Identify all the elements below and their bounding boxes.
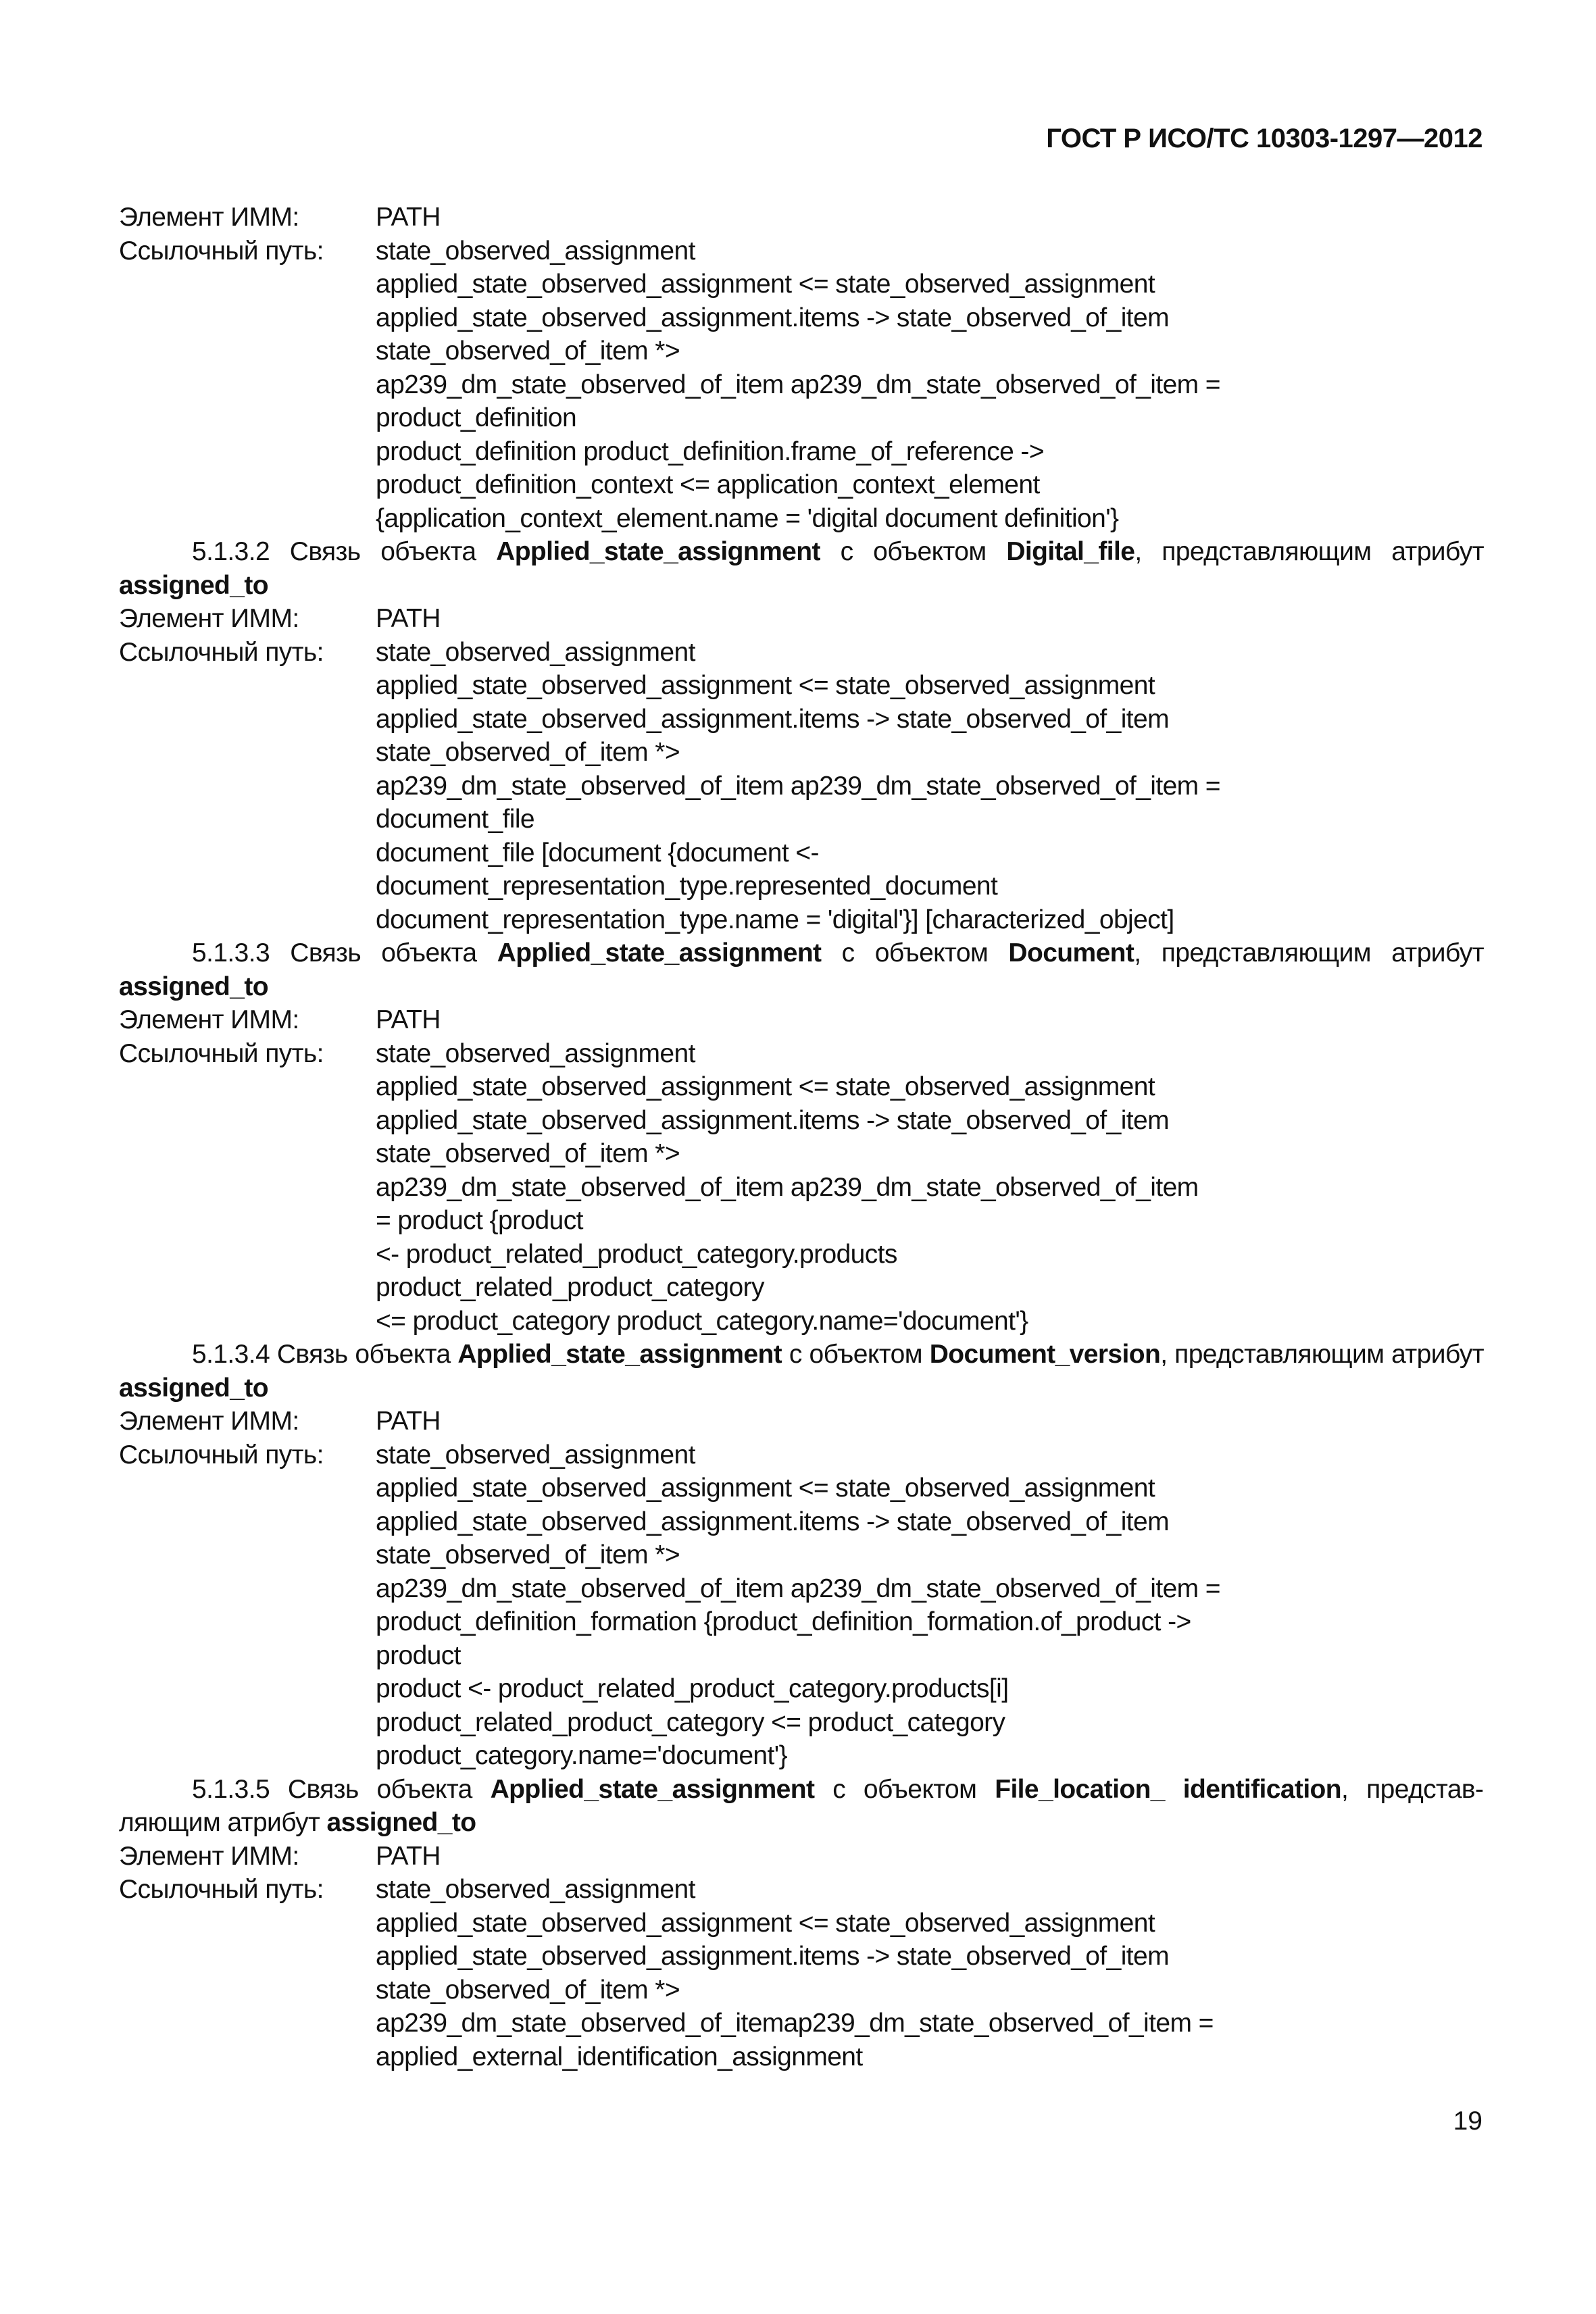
reference-path xyxy=(376,1873,1484,2073)
path-label: Ссылочный путь: xyxy=(119,1875,324,1904)
path-line: = product {product xyxy=(376,1206,583,1235)
path-line: state_observed_assignment xyxy=(376,637,695,667)
element-label: Элемент ИММ: xyxy=(119,1407,299,1436)
path-line: state_observed_of_item *> xyxy=(376,1975,680,2005)
heading-suffix: , представляющим атрибут xyxy=(119,1774,1485,1837)
path-label: Ссылочный путь: xyxy=(119,1038,324,1068)
heading-middle: с объектом xyxy=(821,938,1009,967)
path-line: ap239_dm_state_observed_of_itemap239_dm_state_observed_of_item = xyxy=(376,2009,1214,2038)
path-line: ap239_dm_state_observed_of_item ap239_dm_state_observed_of_item = xyxy=(376,370,1220,399)
section-heading xyxy=(119,936,1484,1003)
heading-middle: с объектом xyxy=(814,1774,995,1804)
path-line: product_definition product_definition.frame_of_reference -> xyxy=(376,436,1044,466)
path-line: document_representation_type.name = 'digital'}] [characterized_object] xyxy=(376,905,1174,934)
mapping-block xyxy=(119,602,1484,936)
path-line: applied_state_observed_assignment <= state_observed_assignment xyxy=(376,270,1155,299)
path-line: applied_state_observed_assignment.items -> state_observed_of_item xyxy=(376,1105,1169,1135)
path-line: applied_state_observed_assignment.items -> state_observed_of_item xyxy=(376,1507,1169,1536)
path-row xyxy=(119,234,1484,536)
mapping-block xyxy=(119,1840,1484,2074)
path-line: state_observed_of_item *> xyxy=(376,1540,680,1569)
page-number: 19 xyxy=(1453,2107,1482,2136)
path-line: product <- product_related_product_category.products[i] xyxy=(376,1674,1009,1703)
path-line: applied_state_observed_assignment.items -> state_observed_of_item xyxy=(376,704,1169,734)
heading-entity: Applied_state_assignment xyxy=(490,1774,815,1804)
heading-suffix: , представляющим атрибут xyxy=(1134,938,1485,967)
element-row xyxy=(119,1840,1484,1873)
reference-path xyxy=(376,234,1484,536)
element-value: PATH xyxy=(376,604,441,633)
element-value: PATH xyxy=(376,1407,441,1436)
path-line: applied_state_observed_assignment.items -> state_observed_of_item xyxy=(376,1942,1169,1971)
heading-prefix: 5.1.3.5 Связь объекта xyxy=(192,1774,491,1804)
path-line: applied_state_observed_assignment.items -> state_observed_of_item xyxy=(376,303,1169,332)
section-heading xyxy=(119,535,1484,602)
heading-target: Document xyxy=(1008,938,1134,967)
heading-target: File_location_ identification xyxy=(995,1774,1342,1804)
element-row xyxy=(119,602,1484,636)
reference-path xyxy=(376,636,1484,937)
heading-attribute: assigned_to xyxy=(119,570,268,600)
path-line: document_file xyxy=(376,805,535,834)
element-value: PATH xyxy=(376,1005,441,1034)
heading-target: Digital_file xyxy=(1006,537,1135,566)
path-line: document_file [document {document <- xyxy=(376,838,819,867)
path-line: product xyxy=(376,1640,461,1670)
element-label: Элемент ИММ: xyxy=(119,1841,299,1871)
element-value: PATH xyxy=(376,203,441,232)
element-label: Элемент ИММ: xyxy=(119,203,299,232)
path-line: product_definition_formation {product_definition_formation.of_product -> xyxy=(376,1607,1191,1636)
heading-middle: с объектом xyxy=(782,1340,930,1369)
element-value: PATH xyxy=(376,1841,441,1871)
path-line: applied_state_observed_assignment <= state_observed_assignment xyxy=(376,671,1155,700)
path-line: state_observed_of_item *> xyxy=(376,1139,680,1168)
path-label: Ссылочный путь: xyxy=(119,1440,324,1469)
path-label: Ссылочный путь: xyxy=(119,236,324,266)
path-line: {application_context_element.name = 'digital document definition'} xyxy=(376,503,1119,533)
reference-path xyxy=(376,1438,1484,1773)
mapping-block xyxy=(119,1003,1484,1338)
path-line: product_category.name='document'} xyxy=(376,1741,788,1770)
mapping-block xyxy=(119,1405,1484,1773)
heading-entity: Applied_state_assignment xyxy=(496,537,820,566)
reference-path xyxy=(376,1037,1484,1338)
path-line: ap239_dm_state_observed_of_item ap239_dm_state_observed_of_item xyxy=(376,1172,1199,1202)
path-line: ap239_dm_state_observed_of_item ap239_dm_state_observed_of_item = xyxy=(376,1574,1220,1603)
section-heading xyxy=(119,1773,1484,1840)
heading-prefix: 5.1.3.4 Связь объекта xyxy=(192,1340,458,1369)
document-body xyxy=(119,201,1484,2073)
heading-target: Document_version xyxy=(929,1340,1161,1369)
path-line: <= product_category product_category.name='document'} xyxy=(376,1306,1028,1336)
path-row xyxy=(119,1873,1484,2073)
path-row xyxy=(119,1438,1484,1773)
path-line: state_observed_assignment xyxy=(376,1038,695,1068)
heading-attribute: assigned_to xyxy=(326,1808,476,1837)
path-row xyxy=(119,1037,1484,1338)
element-label: Элемент ИММ: xyxy=(119,1005,299,1034)
path-line: applied_state_observed_assignment <= state_observed_assignment xyxy=(376,1474,1155,1503)
heading-suffix: , представляющим атрибут xyxy=(1160,1340,1485,1369)
path-line: state_observed_assignment xyxy=(376,1875,695,1904)
path-line: state_observed_assignment xyxy=(376,1440,695,1469)
element-row xyxy=(119,201,1484,234)
path-row xyxy=(119,636,1484,937)
heading-entity: Applied_state_assignment xyxy=(497,938,822,967)
path-line: state_observed_assignment xyxy=(376,236,695,266)
document-header: ГОСТ Р ИСО/ТС 10303-1297—2012 xyxy=(1046,124,1482,153)
path-label: Ссылочный путь: xyxy=(119,637,324,667)
heading-attribute: assigned_to xyxy=(119,1373,268,1403)
path-line: document_representation_type.represented_document xyxy=(376,872,998,901)
heading-suffix: , представляющим атрибут xyxy=(1134,537,1485,566)
heading-attribute: assigned_to xyxy=(119,972,268,1001)
element-row xyxy=(119,1003,1484,1037)
section-heading xyxy=(119,1338,1484,1405)
path-line: applied_external_identification_assignment xyxy=(376,2042,863,2071)
path-line: product_related_product_category xyxy=(376,1273,764,1302)
mapping-block xyxy=(119,201,1484,535)
heading-prefix: 5.1.3.2 Связь объекта xyxy=(192,537,497,566)
path-line: applied_state_observed_assignment <= state_observed_assignment xyxy=(376,1072,1155,1101)
path-line: product_related_product_category <= product_category xyxy=(376,1707,1005,1737)
element-row xyxy=(119,1405,1484,1438)
path-line: state_observed_of_item *> xyxy=(376,738,680,767)
path-line: product_definition_context <= application_context_element xyxy=(376,470,1040,499)
heading-prefix: 5.1.3.3 Связь объекта xyxy=(192,938,497,967)
element-label: Элемент ИММ: xyxy=(119,604,299,633)
heading-middle: с объектом xyxy=(820,537,1007,566)
path-line: <- product_related_product_category.products xyxy=(376,1239,897,1269)
path-line: ap239_dm_state_observed_of_item ap239_dm_state_observed_of_item = xyxy=(376,771,1220,801)
path-line: applied_state_observed_assignment <= state_observed_assignment xyxy=(376,1908,1155,1938)
path-line: state_observed_of_item *> xyxy=(376,336,680,366)
path-line: product_definition xyxy=(376,403,577,432)
heading-entity: Applied_state_assignment xyxy=(457,1340,782,1369)
